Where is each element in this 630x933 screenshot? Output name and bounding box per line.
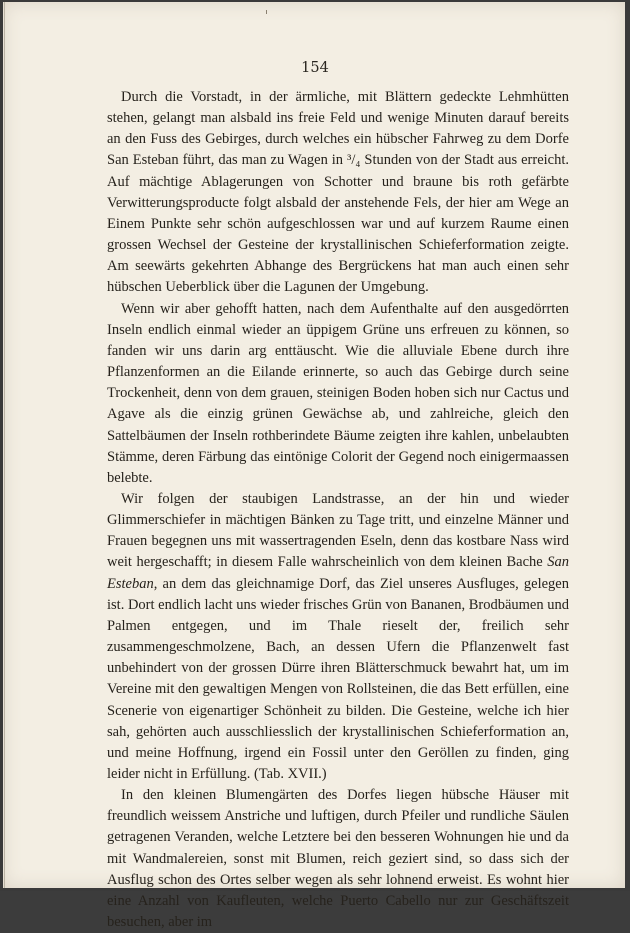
paragraph-1: Durch die Vorstadt, in der ärmliche, mit Blättern gedeckte Lehmhütten stehen, gelangt man alsbald ins freie Feld und wenige Minuten darauf bereits an den Fuss des Gebirges, durch welches ein hübscher Fahrweg zu dem Dorfe San Esteban führt, das man zu Wagen in ³/₄ Stunden von der Stadt aus erreicht. Auf mächtige Ablagerungen von Schotter und braune bis roth gefärbte Verwitterungsproducte folgt alsbald der anstehende Fels, der hier am Wege an Einem Punkte sehr schön aufgeschlossen war und auf kurzem Raume einen grossen Wechsel der Gesteine der krystallinischen Schieferformation zeigte. Am seewärts gekehrten Abhange des Bergrückens hat man auch einen sehr hübschen Ueberblick über die Lagunen der Umgebung. bbox=[107, 89, 569, 296]
page-edge bbox=[4, 2, 5, 888]
paragraph-4: In den kleinen Blumengärten des Dorfes liegen hübsche Häuser mit freundlich weissem Anstriche und luftigen, durch Pfeiler und rundliche Säulen getragenen Veranden, welche Letztere bei den besseren Wohnungen hie und da mit Wandmalereien, sonst mit Blumen, reich geziert sind, so dass sich der Ausflug schon des Ortes selber wegen als sehr lohnend erweist. Es wohnt hier eine Anzahl von Kaufleuten, welche Puerto Cabello nur zur Geschäftszeit besuchen, aber im bbox=[107, 787, 569, 931]
paragraph-3-italic-name: San Esteban bbox=[107, 554, 569, 592]
paragraph-3-after: , an dem das gleichnamige Dorf, das Ziel unseres Ausfluges, gelegen ist. Dort endlich lacht uns wieder frisches Grün von Bananen, Brodbäumen und Palmen entgegen, und im Thale rieselt der, freilich sehr zusammengeschmolzene, Bach, an dessen Ufern die Pflanzenwelt fast unbehindert von der grossen Dürre ihren Blätterschmuck bewahrt hat, um im Vereine mit den gewaltigen Mengen von Rollsteinen, die das Bett erfüllen, eine Scenerie von eigenartiger Schönheit zu bilden. Die Gesteine, welche ich hier sah, gehörten auch ausschliesslich der krystallinischen Schieferformation an, und meine Hoffnung, irgend ein Fossil unter den Geröllen zu finden, ging leider nicht in Erfüllung. (Tab. XVII.) bbox=[107, 575, 569, 782]
page-number: 154 bbox=[301, 60, 329, 76]
paragraph-3 bbox=[107, 489, 569, 785]
paragraph-3-before: Wir folgen der staubigen Landstrasse, an der hin und wieder Glimmerschiefer in mächtigen Bänken zu Tage tritt, und einzelne Männer und Frauen begegnen uns mit wassertragenden Eseln, denn das kostbare Nass wird weit hergeschafft; in diesem Falle wahrscheinlich von dem kleinen Bache bbox=[107, 490, 569, 571]
body-text bbox=[107, 87, 569, 933]
page-mark bbox=[266, 10, 267, 14]
paragraph-2: Wenn wir aber gehofft hatten, nach dem Aufenthalte auf den ausgedörrten Inseln endlich einmal wieder an üppigem Grüne uns erfreuen zu können, so fanden wir uns darin arg enttäuscht. Wie die alluviale Ebene durch ihre Pflanzenformen an die Eilande erinnerte, so auch das Gebirge durch seine Trockenheit, denn von dem grauen, steinigen Boden hoben sich nur Cactus und Agave als die einzig grünen Gewächse ab, und zahlreiche, gleich den Sattelbäumen der Inseln rothberindete Bäume zeigten ihre kahlen, unbelaubten Stämme, deren Färbung das eintönige Colorit der Gegend noch einigermaassen belebte. bbox=[107, 300, 569, 486]
